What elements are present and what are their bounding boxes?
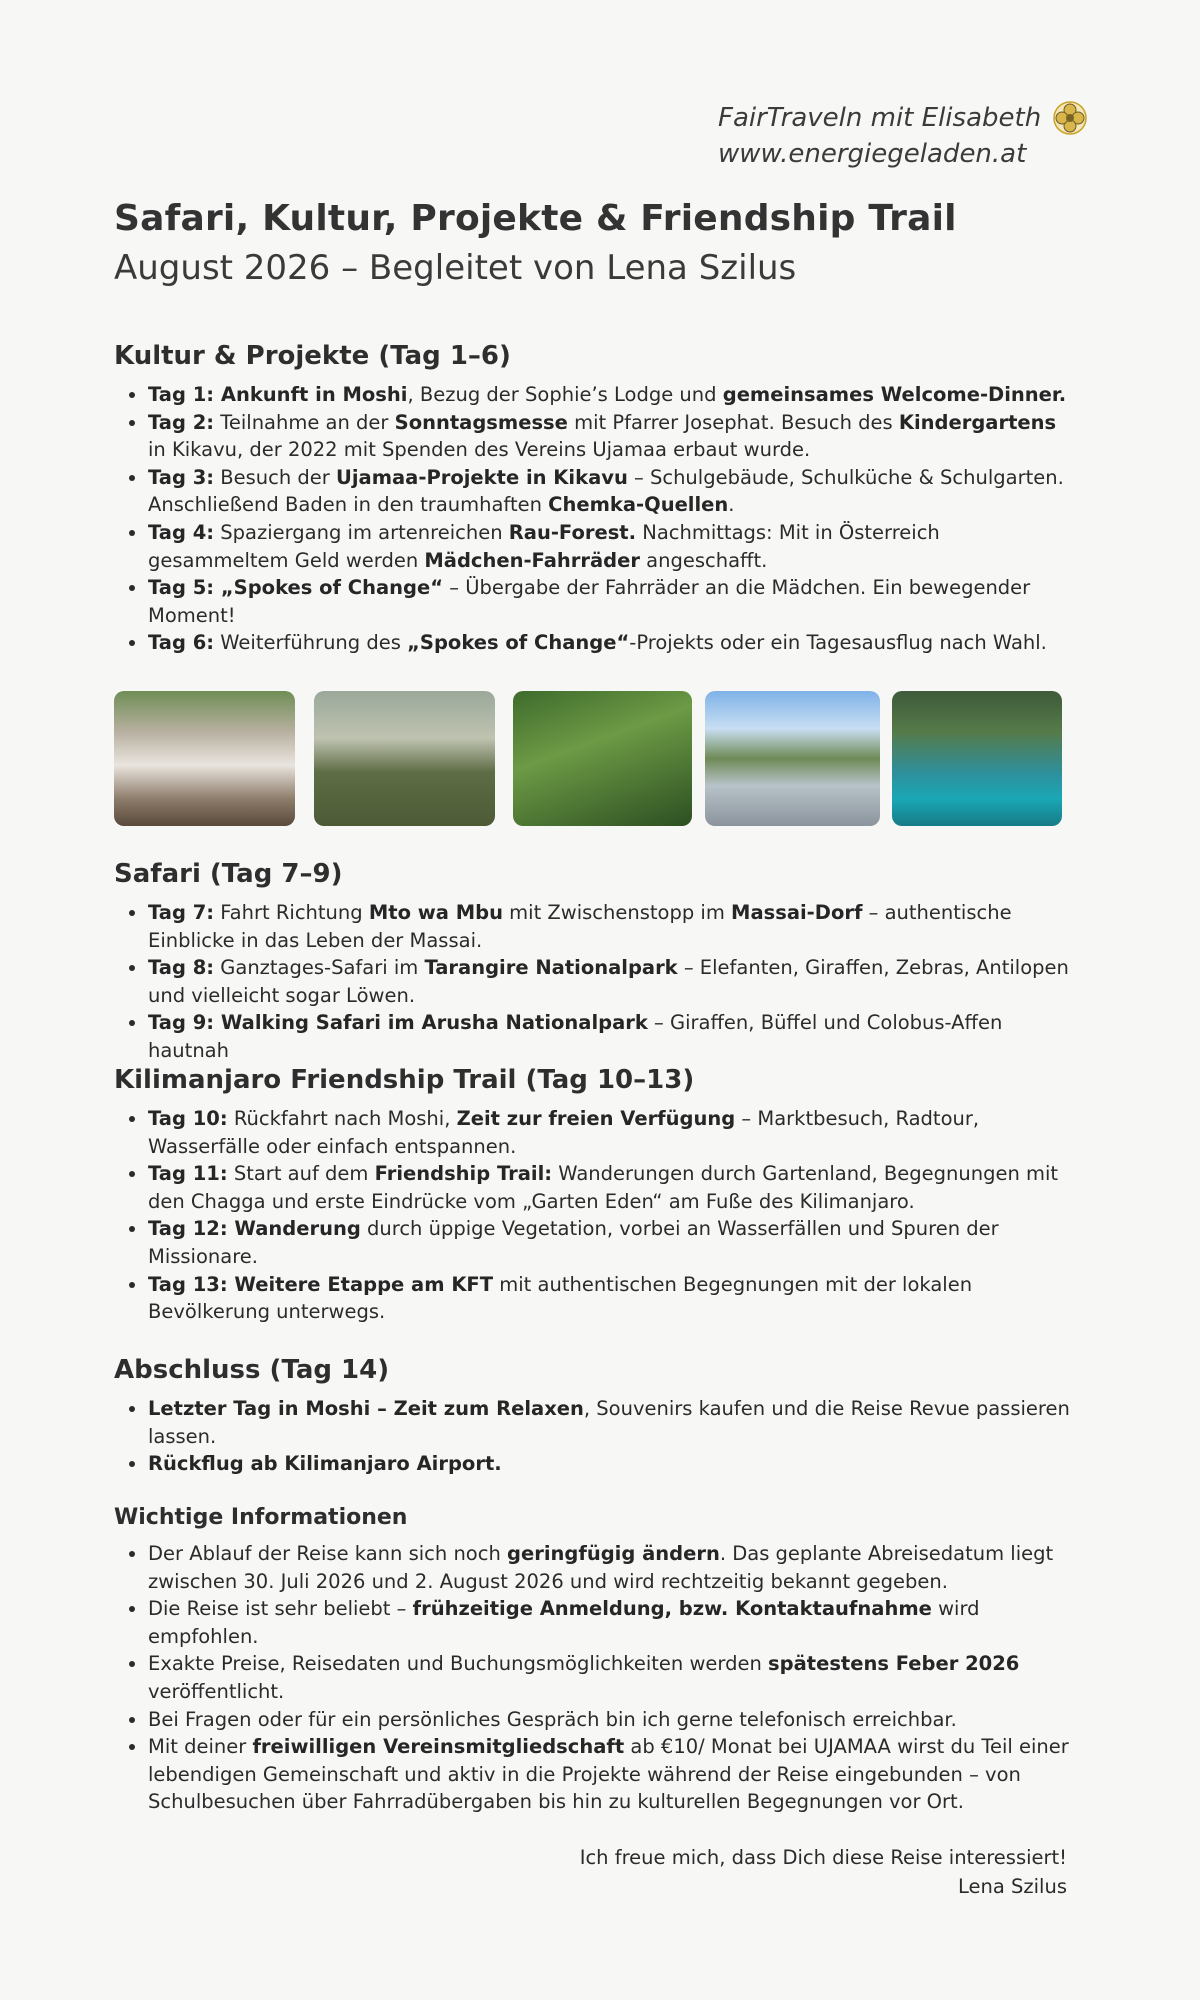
list-item: [148, 899, 1074, 954]
closing-message: Ich freue mich, dass Dich diese Reise interessiert!: [579, 1846, 1067, 1869]
photo-forest-walk: [513, 691, 692, 826]
closing-signature: Lena Szilus: [958, 1875, 1067, 1898]
text-segment: Der Ablauf der Reise kann sich noch: [148, 1542, 508, 1565]
section-heading-trail: Kilimanjaro Friendship Trail (Tag 10–13): [114, 1065, 695, 1095]
bold-text: Tag 3:: [148, 465, 215, 489]
text-segment: , Bezug der Sophie’s Lodge und: [407, 383, 723, 406]
bold-text: Mädchen-Fahrräder: [424, 548, 640, 572]
bold-text: spätestens Feber 2026: [768, 1652, 1020, 1676]
list-item: [148, 1595, 1074, 1650]
bold-text: Tag 1: Ankunft in Moshi: [148, 383, 408, 406]
text-segment: Fahrt Richtung: [214, 901, 369, 924]
section-heading-safari: Safari (Tag 7–9): [114, 859, 343, 889]
bold-text: Tag 13: Weitere Etappe am KFT: [148, 1272, 494, 1296]
text-segment: Teilnahme an der: [214, 410, 395, 434]
bold-text: Tag 5: „Spokes of Change“: [148, 576, 444, 600]
text-segment: .: [728, 493, 735, 517]
list-item: [148, 1450, 1074, 1478]
list-item: [148, 464, 1074, 519]
section-heading-kultur: Kultur & Projekte (Tag 1–6): [114, 341, 511, 371]
bold-text: Tag 4:: [148, 520, 215, 544]
bold-text: Tag 6:: [148, 631, 215, 655]
bold-text: gemeinsames Welcome-Dinner.: [722, 383, 1067, 406]
brand-website[interactable]: www.energiegeladen.at: [718, 139, 1027, 169]
text-segment: – Schulgebäude, Schulküche & Schulgarten. Anschließend Baden in den traumhaften: [148, 465, 1064, 517]
bold-text: Tag 12: Wanderung: [148, 1217, 361, 1241]
text-segment: Nachmittags: Mit in Österreich gesammeltem Geld werden: [148, 520, 940, 572]
list-item: [148, 409, 1074, 464]
bullet-list-abschluss: [114, 1395, 1074, 1478]
bullet-list-info: [114, 1540, 1074, 1816]
list-item: [148, 381, 1074, 409]
bold-text: Mto wa Mbu: [368, 901, 503, 924]
section-kultur: [114, 341, 1074, 657]
closing-block: [580, 1843, 1067, 1901]
bold-text: Tag 9: Walking Safari im Arusha Nationalpark: [148, 1011, 648, 1035]
list-item: [148, 629, 1074, 657]
bold-text: Sonntagsmesse: [394, 410, 568, 434]
text-segment: mit Zwischenstopp im: [502, 901, 732, 924]
section-abschluss: [114, 1355, 1074, 1478]
bold-text: Letzter Tag in Moshi – Zeit zum Relaxen: [148, 1397, 584, 1420]
list-item: [148, 519, 1074, 574]
text-segment: Besuch der: [214, 465, 337, 489]
text-segment: angeschafft.: [639, 548, 768, 572]
page-subtitle: August 2026 – Begleitet von Lena Szilus: [114, 248, 797, 288]
bold-text: geringfügig ändern: [507, 1542, 720, 1565]
list-item: [148, 1215, 1074, 1270]
text-segment: – Giraffen, Büffel und Colobus-Affen hautnah: [148, 1011, 1003, 1062]
bullet-list-kultur: [114, 381, 1074, 657]
section-info: [114, 1505, 1074, 1816]
list-item: [148, 1009, 1074, 1064]
text-segment: Ganztages-Safari im: [214, 956, 425, 980]
text-segment: , Souvenirs kaufen und die Reise Revue passieren lassen.: [148, 1397, 1070, 1448]
bold-text: „Spokes of Change“: [407, 631, 630, 655]
bold-text: Chemka-Quellen: [548, 493, 729, 517]
text-segment: veröffentlicht.: [148, 1679, 285, 1703]
bold-text: frühzeitige Anmeldung, bzw. Kontaktaufnahme: [412, 1597, 932, 1621]
photo-safari-vehicle: [705, 691, 880, 826]
text-segment: durch üppige Vegetation, vorbei an Wasserfällen und Spuren der Missionare.: [148, 1217, 999, 1268]
bold-text: Ujamaa-Projekte in Kikavu: [336, 465, 628, 489]
list-item: [148, 1733, 1074, 1816]
flower-logo-icon: [1053, 101, 1087, 135]
section-safari: [114, 859, 1074, 1065]
bullet-list-safari: [114, 899, 1074, 1065]
text-segment: Mit deiner: [148, 1735, 253, 1759]
text-segment: Die Reise ist sehr beliebt –: [148, 1597, 413, 1621]
bold-text: Zeit zur freien Verfügung: [456, 1107, 736, 1130]
text-segment: Weiterführung des: [214, 631, 408, 655]
brand-block: [718, 100, 1087, 172]
text-segment: -Projekts oder ein Tagesausflug nach Wahl.: [629, 631, 1047, 655]
bold-text: freiwilligen Vereinsmitgliedschaft: [252, 1735, 625, 1759]
text-segment: in Kikavu, der 2022 mit Spenden des Vereins Ujamaa erbaut wurde.: [148, 438, 811, 462]
photo-chemka-springs: [892, 691, 1062, 826]
list-item: [148, 1105, 1074, 1160]
list-item: [148, 1650, 1074, 1705]
list-item: [148, 1540, 1074, 1595]
section-heading-abschluss: Abschluss (Tag 14): [114, 1355, 390, 1385]
bold-text: Tag 10:: [148, 1107, 228, 1130]
bold-text: Kindergartens: [898, 410, 1057, 434]
section-heading-info: Wichtige Informationen: [114, 1505, 408, 1530]
section-trail: [114, 1065, 1074, 1326]
list-item: [148, 574, 1074, 629]
bold-text: Friendship Trail:: [374, 1162, 553, 1186]
list-item: [148, 954, 1074, 1009]
photo-massai-woman: [314, 691, 495, 826]
text-segment: ab €10/ Monat bei UJAMAA wirst du Teil einer lebendigen Gemeinschaft und aktiv in die Projekte während der Reise eingebunden – von Schulbesuchen über Fahrradübergaben bis hin zu kulturellen Begegnungen vor Ort.: [148, 1735, 1069, 1814]
text-segment: Exakte Preise, Reisedaten und Buchungsmöglichkeiten werden: [148, 1652, 769, 1676]
text-segment: – Marktbesuch, Radtour, Wasserfälle oder einfach entspannen.: [148, 1107, 980, 1158]
bold-text: Tag 11:: [148, 1162, 228, 1186]
text-segment: – authentische Einblicke in das Leben der Massai.: [148, 901, 1012, 952]
text-segment: Bei Fragen oder für ein persönliches Gespräch bin ich gerne telefonisch erreichbar.: [148, 1707, 957, 1731]
list-item: [148, 1395, 1074, 1450]
list-item: [148, 1706, 1074, 1734]
bold-text: Rückflug ab Kilimanjaro Airport.: [148, 1452, 502, 1476]
bold-text: Rau-Forest.: [508, 520, 637, 544]
text-segment: Rückfahrt nach Moshi,: [227, 1107, 457, 1130]
list-item: [148, 1271, 1074, 1326]
bullet-list-trail: [114, 1105, 1074, 1326]
text-segment: – Elefanten, Giraffen, Zebras, Antilopen und vielleicht sogar Löwen.: [148, 956, 1069, 1007]
bold-text: Tag 7:: [148, 901, 215, 924]
text-segment: Spaziergang im artenreichen: [214, 520, 509, 544]
bold-text: Tag 2:: [148, 410, 215, 434]
text-segment: mit authentischen Begegnungen mit der lokalen Bevölkerung unterwegs.: [148, 1272, 973, 1324]
text-segment: – Übergabe der Fahrräder an die Mädchen. Ein bewegender Moment!: [148, 576, 1031, 627]
list-item: [148, 1160, 1074, 1215]
text-segment: mit Pfarrer Josephat. Besuch des: [567, 410, 899, 434]
text-segment: . Das geplante Abreisedatum liegt zwischen 30. Juli 2026 und 2. August 2026 und wird rechtzeitig bekannt gegeben.: [148, 1542, 1054, 1593]
brand-name: FairTraveln mit Elisabeth: [718, 103, 1042, 133]
brand-line-1: [718, 100, 1087, 136]
text-segment: Wanderungen durch Gartenland, Begegnungen mit den Chagga und erste Eindrücke vom „Garten Eden“ am Fuße des Kilimanjaro.: [148, 1162, 1059, 1213]
bold-text: Tag 8:: [148, 956, 215, 980]
photo-church-group: [114, 691, 295, 826]
page-title: Safari, Kultur, Projekte & Friendship Trail: [114, 198, 957, 239]
bold-text: Massai-Dorf: [731, 901, 863, 924]
text-segment: Start auf dem: [227, 1162, 375, 1186]
bold-text: Tarangire Nationalpark: [424, 956, 678, 980]
text-segment: wird empfohlen.: [148, 1597, 980, 1648]
